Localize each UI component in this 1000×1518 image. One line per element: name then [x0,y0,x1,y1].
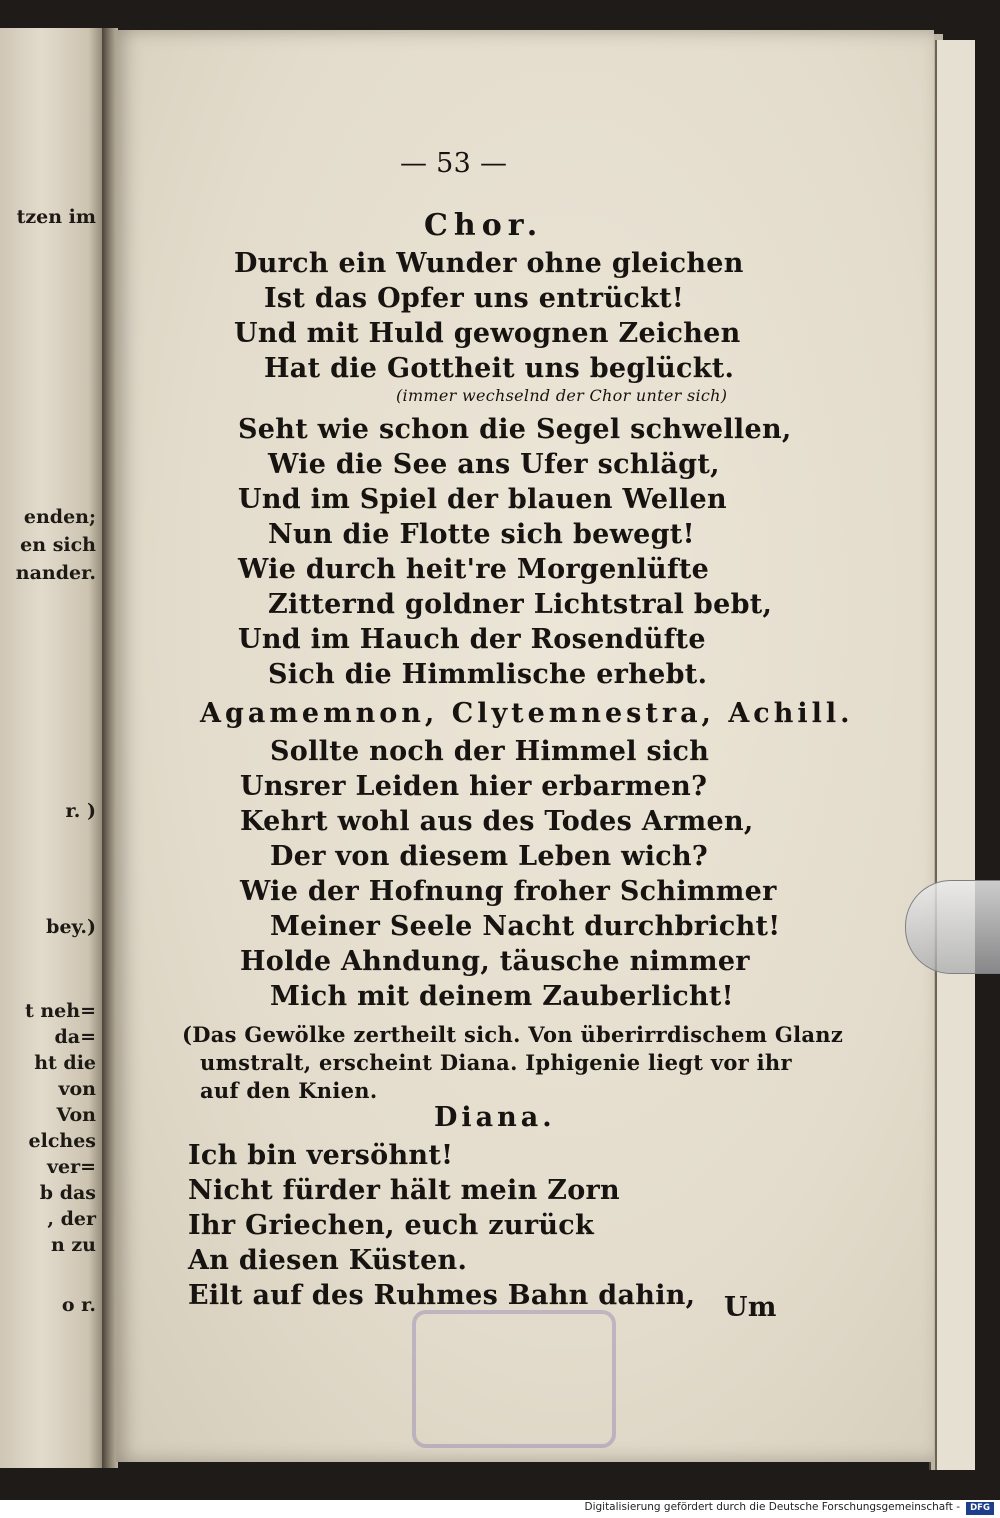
catchword: Um [724,1292,777,1323]
verse-line: Wie der Hofnung froher Schimmer [240,876,777,907]
verse-line: Hat die Gottheit uns beglückt. [264,353,735,384]
left-page-fragment: n zu [50,1234,96,1256]
verse-line: Der von diesem Leben wich? [270,841,709,872]
stage-direction: (immer wechselnd der Chor unter sich) [396,386,728,405]
left-page-fragment: tzen im [16,206,96,228]
library-stamp [412,1310,616,1448]
page-number: — 53 — [400,148,508,179]
verse-line: Mich mit deinem Zauberlicht! [270,981,734,1012]
left-page-fragment: bey.) [46,916,96,938]
verse-line: Nun die Flotte sich bewegt! [268,519,695,550]
left-page-fragment: o r. [61,1294,96,1316]
verse-line: Wie durch heit're Morgenlüfte [238,554,710,585]
left-page-fragment: en sich [20,534,96,556]
verse-line: Nicht fürder hält mein Zorn [188,1175,620,1206]
book-page [116,30,934,1462]
stage-direction: (Das Gewölke zertheilt sich. Von überirrdischem Glanz [182,1022,844,1047]
verse-line: Holde Ahndung, täusche nimmer [240,946,750,977]
verse-line: Meiner Seele Nacht durchbricht! [270,911,781,942]
verse-line: Kehrt wohl aus des Todes Armen, [240,806,754,837]
left-page-fragment: enden; [23,506,96,528]
verse-line: Und im Hauch der Rosendüfte [238,624,706,655]
footer-bar [0,1500,1000,1518]
page-edge [935,40,975,1470]
speakers-heading: Agamemnon, Clytemnestra, Achill. [200,698,854,729]
verse-line: Ihr Griechen, euch zurück [188,1210,595,1241]
verse-line: Wie die See ans Ufer schlägt, [268,449,720,480]
left-page-fragment: Von [56,1104,96,1126]
verse-line: Eilt auf des Ruhmes Bahn dahin, [188,1280,696,1311]
verse-line: Sollte noch der Himmel sich [270,736,710,767]
left-page-fragment: b das [39,1182,96,1204]
stage-direction: umstralt, erscheint Diana. Iphigenie liegt vor ihr [200,1050,792,1075]
diana-heading: Diana. [434,1102,556,1133]
verse-line: An diesen Küsten. [188,1245,468,1276]
verse-line: Durch ein Wunder ohne gleichen [234,248,744,279]
verse-line: Seht wie schon die Segel schwellen, [238,414,792,445]
verse-line: Ich bin versöhnt! [188,1140,454,1171]
dfg-logo: DFG [966,1502,994,1515]
left-page-fragment: r. ) [65,800,96,822]
left-page-fragment: , der [47,1208,96,1230]
previous-page-edge [0,28,104,1468]
left-page-fragment: nander. [15,562,96,584]
page-clip [905,880,1000,974]
left-page-fragment: t neh= [24,1000,96,1022]
left-page-fragment: von [58,1078,96,1100]
left-page-fragment: ver= [46,1156,96,1178]
chorus-heading: Chor. [424,208,544,243]
left-page-fragment: elches [28,1130,96,1152]
verse-line: Unsrer Leiden hier erbarmen? [240,771,708,802]
verse-line: Zitternd goldner Lichtstral bebt, [268,589,773,620]
verse-line: Sich die Himmlische erhebt. [268,659,708,690]
funding-notice: Digitalisierung gefördert durch die Deutsche Forschungsgemeinschaft - [584,1501,960,1513]
verse-line: Und im Spiel der blauen Wellen [238,484,727,515]
left-page-fragment: da= [54,1026,96,1048]
verse-line: Ist das Opfer uns entrückt! [264,283,685,314]
stage-direction: auf den Knien. [200,1078,378,1103]
left-page-fragment: ht die [34,1052,96,1074]
verse-line: Und mit Huld gewognen Zeichen [234,318,741,349]
